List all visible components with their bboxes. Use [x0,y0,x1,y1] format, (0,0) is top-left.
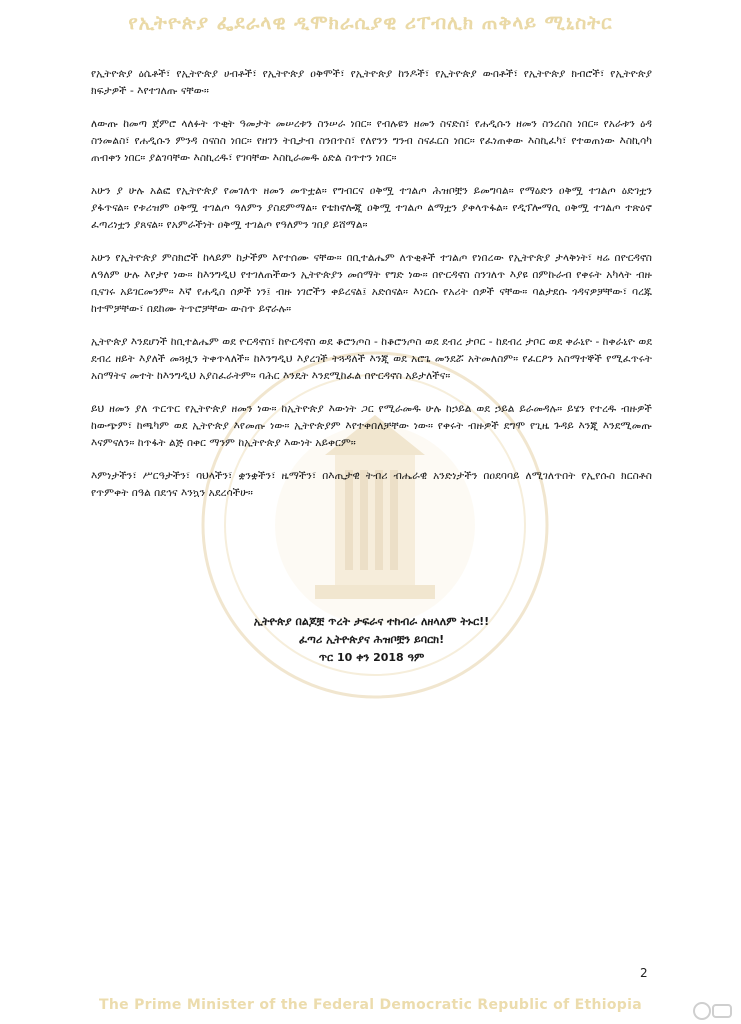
paragraph: የኢትዮጵያ ዕሴቶች፣ የኢትዮጵያ ሀብቶች፣ የኢትዮጵያ ዐቅሞች፣ የኢትዮጵያ ከንዶች፣ የኢትዮጵያ ውበቶች፣ የኢትዮጵያ ክብሮች፣ የኢትዮጵያ ክፍታዎች - እየተገለጡ ናቸው። [91,68,652,97]
paragraph: ይህ ዘመን ያለ ጥርጥር የኢትዮጵያ ዘመን ነው። ከኢትዮጵያ እውነት ጋር የሚራመዱ ሁሉ ከኃይል ወደ ኃይል ይራመዳሉ። ይሄን የተረዱ ብዙዎች ከውጭም፣ ከጫካም ወደ ኢትዮጵያ እየመጡ ነው። ኢትዮጵያም እየተቀበለቻቸው ነው። የቀሩት ብዙዎች ደግሞ የጊዜ ጉዳይ እንጂ እንደሚመጡ እናምናለን። ከጥፋት ልጅ በቀር ማንም ከኢትዮጵያ እውነት አይቀርም። [91,403,652,449]
closing-blessing: ኢትዮጵያ በልጆቿ ጥረት ታፍራና ተከብራ ለዘላለም ትኑር!! [253,615,490,628]
closing-date: ጥር 10 ቀን 2018 ዓም [318,651,425,664]
letter-body [91,66,652,518]
page-number: 2 [640,966,648,980]
letterhead-footer: The Prime Minister of the Federal Democratic Republic of Ethiopia [99,997,642,1013]
paragraph: እምነታችን፣ ሥርዓታችን፣ ባህላችን፣ ቋንቋችን፣ ዜማችን፣ በእጢታዊ ትብሪ ብሔራዊ አንድነታችን በዐደባባይ ለሚገለጥበት የኢየሱስ ክርስቶስ የጥምቀት በዓል በደኅና እንኳን አደረሳችሁ። [91,470,652,499]
closing-block [91,613,652,667]
paragraph: ኢትዮጵያ እንደሆነች ከቢተልሔም ወደ ዮርዳኖስ፣ ከዮርዳኖስ ወደ ቆሮንጦስ - ከቆሮንጦስ ወደ ደብረ ታቦር - ከደብረ ታቦር ወደ ቀራኒዮ - ከቀራኒዮ ወደ ደብረ ዘይት እያለች መጓዟን ትቀጥላለች። ከእንግዲህ እያረገች ትጓዳለች እንጂ ወደ አሮጌ መንደሯ አትመለስም። የፈርዖን አስማተኞች የሚፈጥሩት አስማትና መተት ከእንግዲህ አያስፈራትም። ባሕር እንዴት እንደሚከፈል በዮርዳኖስ አይታለችና። [91,336,652,382]
paragraph: አሁን ያ ሁሉ አልፎ የኢትዮጵያ የመገለጥ ዘመን መጥቷል። የግብርና ዐቅሟ ተገልጦ ሕዝቦቿን ይመግባል። የማዕድን ዐቅሟ ተገልጦ ዕድገቷን ያፋጥናል። የቱሪዝም ዐቅሟ ተገልጦ ዓለምን ያስደምማል። የቴክኖሎጂ ዐቅሟ ተገልጦ ልማቷን ያቀላጥፋል። የዲፕሎማሲ ዐቅሟ ተገልጦ ተጽዕኖ ፈጣሪነቷን ያጸናል። የአምራችነት ዐቅሟ ተገልጦ የዓለምን ገበያ ይሸማል። [91,185,652,231]
closing-prayer: ፈጣሪ ኢትዮጵያና ሕዝቦቿን ይባርክ! [298,633,445,646]
paragraph: ለውጡ ከመጣ ጀምሮ ላለፉት ጥቂት ዓመታት መሠረቱን ስንሠራ ነበር። የብሉዩን ዘመን ስናድስ፣ የሐዲሱን ዘመን ስንረስስ ነበር። የአራቱን ዕዳ ስንመልስ፣ የሐዲሱን ምንዳ ስናስስ ነበር። የዘገን ትቢታብ ስንበጥስ፣ የለየንን ግንብ ስናፈርስ ነበር። የፈነጠቀው እስኪፈካ፣ የተወጠነው እስኪሳካ ጠብቀን ነበር። ያልገባቸው እስኪረዱ፣ የገባቸው እስኪራመዱ ዕድል ስጥተን ነበር። [91,118,652,164]
letterhead-title: የኢትዮጵያ ፌደራላዊ ዲሞክራሲያዊ ሪፐብሊክ ጠቅላይ ሚኒስትር [128,12,613,34]
paragraph: አሁን የኢትዮጵያ ምስክሮች ከላይም ከታችም እየተሰሙ ናቸው። በቢተልሔም ለጥቂቶች ተገልጦ የነበረው የኢትዮጵያ ታላቅነት፣ ዛሬ በዮርዳኖስ ለዓለም ሁሉ እየታየ ነው። ከእንግዲህ የተገለጠችውን ኢትዮጵያን መሰማት የግድ ነው። በዮርዳኖስ ስንገለጥ እያዩ በምኩራብ የቀሩት አካላት ብዙ ቢናገሩ አይገርመንም። እኛ የሐዲስ ሰዎች ነን፤ ብዙ ነገሮችን ቀይረናል፤ አድሰናል። እነርሱ የአሪት ሰዎች ናቸው። ባልታደሱ ጎዳናዎቻቸው፣ ባረጁ ከተሞቻቸው፣ በደከሙ ትጥሮቻቸው ውስጥ ይኖራሉ። [91,252,652,315]
corner-logo-icon [691,1000,735,1022]
